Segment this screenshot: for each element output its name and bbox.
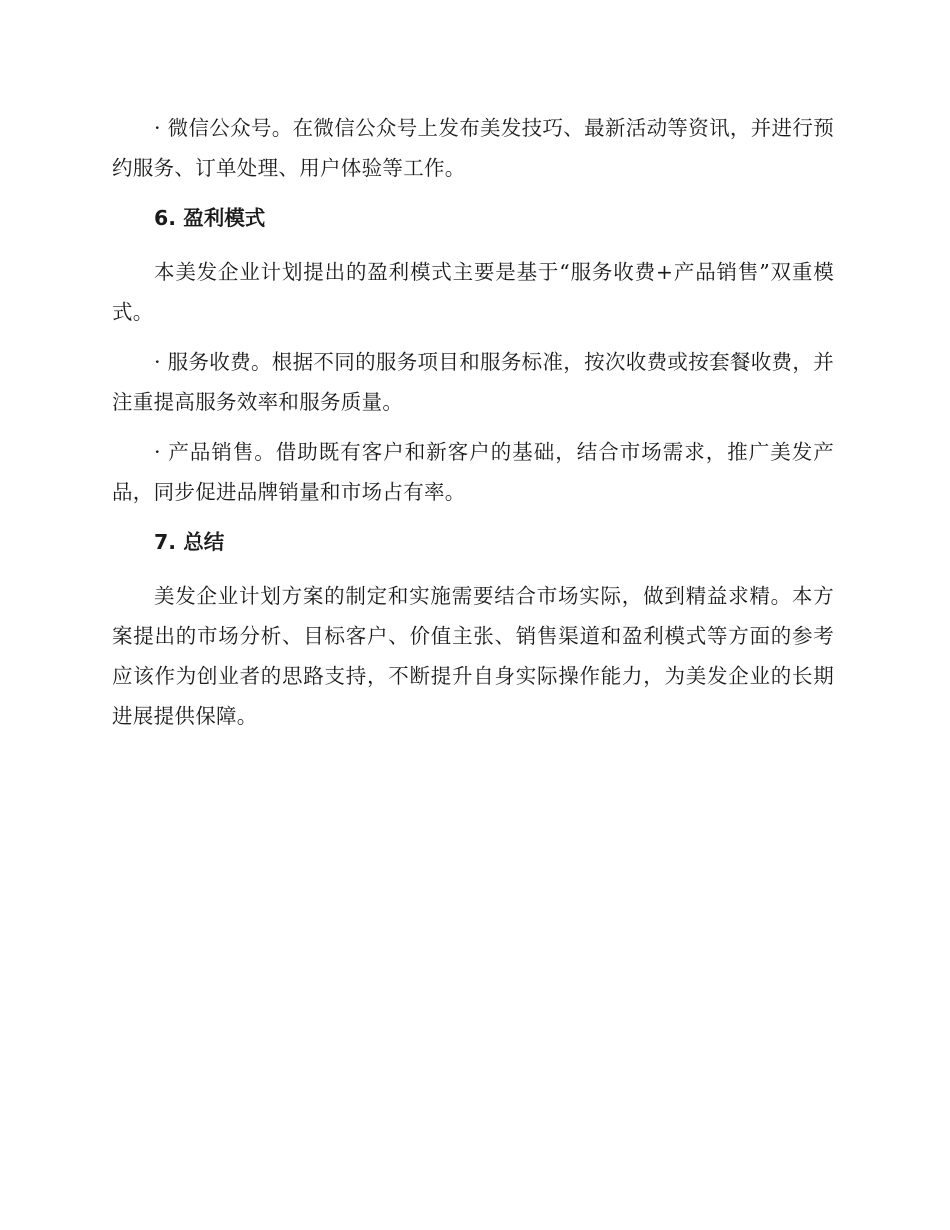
paragraph-product-sales: · 产品销售。借助既有客户和新客户的基础，结合市场需求，推广美发产品，同步促进品牌销量和市场占有率。 — [112, 440, 834, 504]
paragraph-summary: 美发企业计划方案的制定和实施需要结合市场实际，做到精益求精。本方案提出的市场分析、目标客户、价值主张、销售渠道和盈利模式等方面的参考应该作为创业者的思路支持，不断提升自身实际操作能力，为美发企业的长期进展提供保障。 — [112, 584, 834, 728]
paragraph-wechat-official-account: · 微信公众号。在微信公众号上发布美发技巧、最新活动等资讯，并进行预约服务、订单处理、用户体验等工作。 — [112, 116, 834, 180]
section-heading-profit-model: 6. 盈利模式 — [154, 206, 266, 230]
section-heading-summary: 7. 总结 — [154, 530, 225, 554]
paragraph-profit-model-intro: 本美发企业计划提出的盈利模式主要是基于“服务收费+产品销售”双重模式。 — [112, 260, 834, 324]
document-page — [112, 108, 834, 746]
paragraph-service-fees: · 服务收费。根据不同的服务项目和服务标准，按次收费或按套餐收费，并注重提高服务效率和服务质量。 — [112, 350, 834, 414]
